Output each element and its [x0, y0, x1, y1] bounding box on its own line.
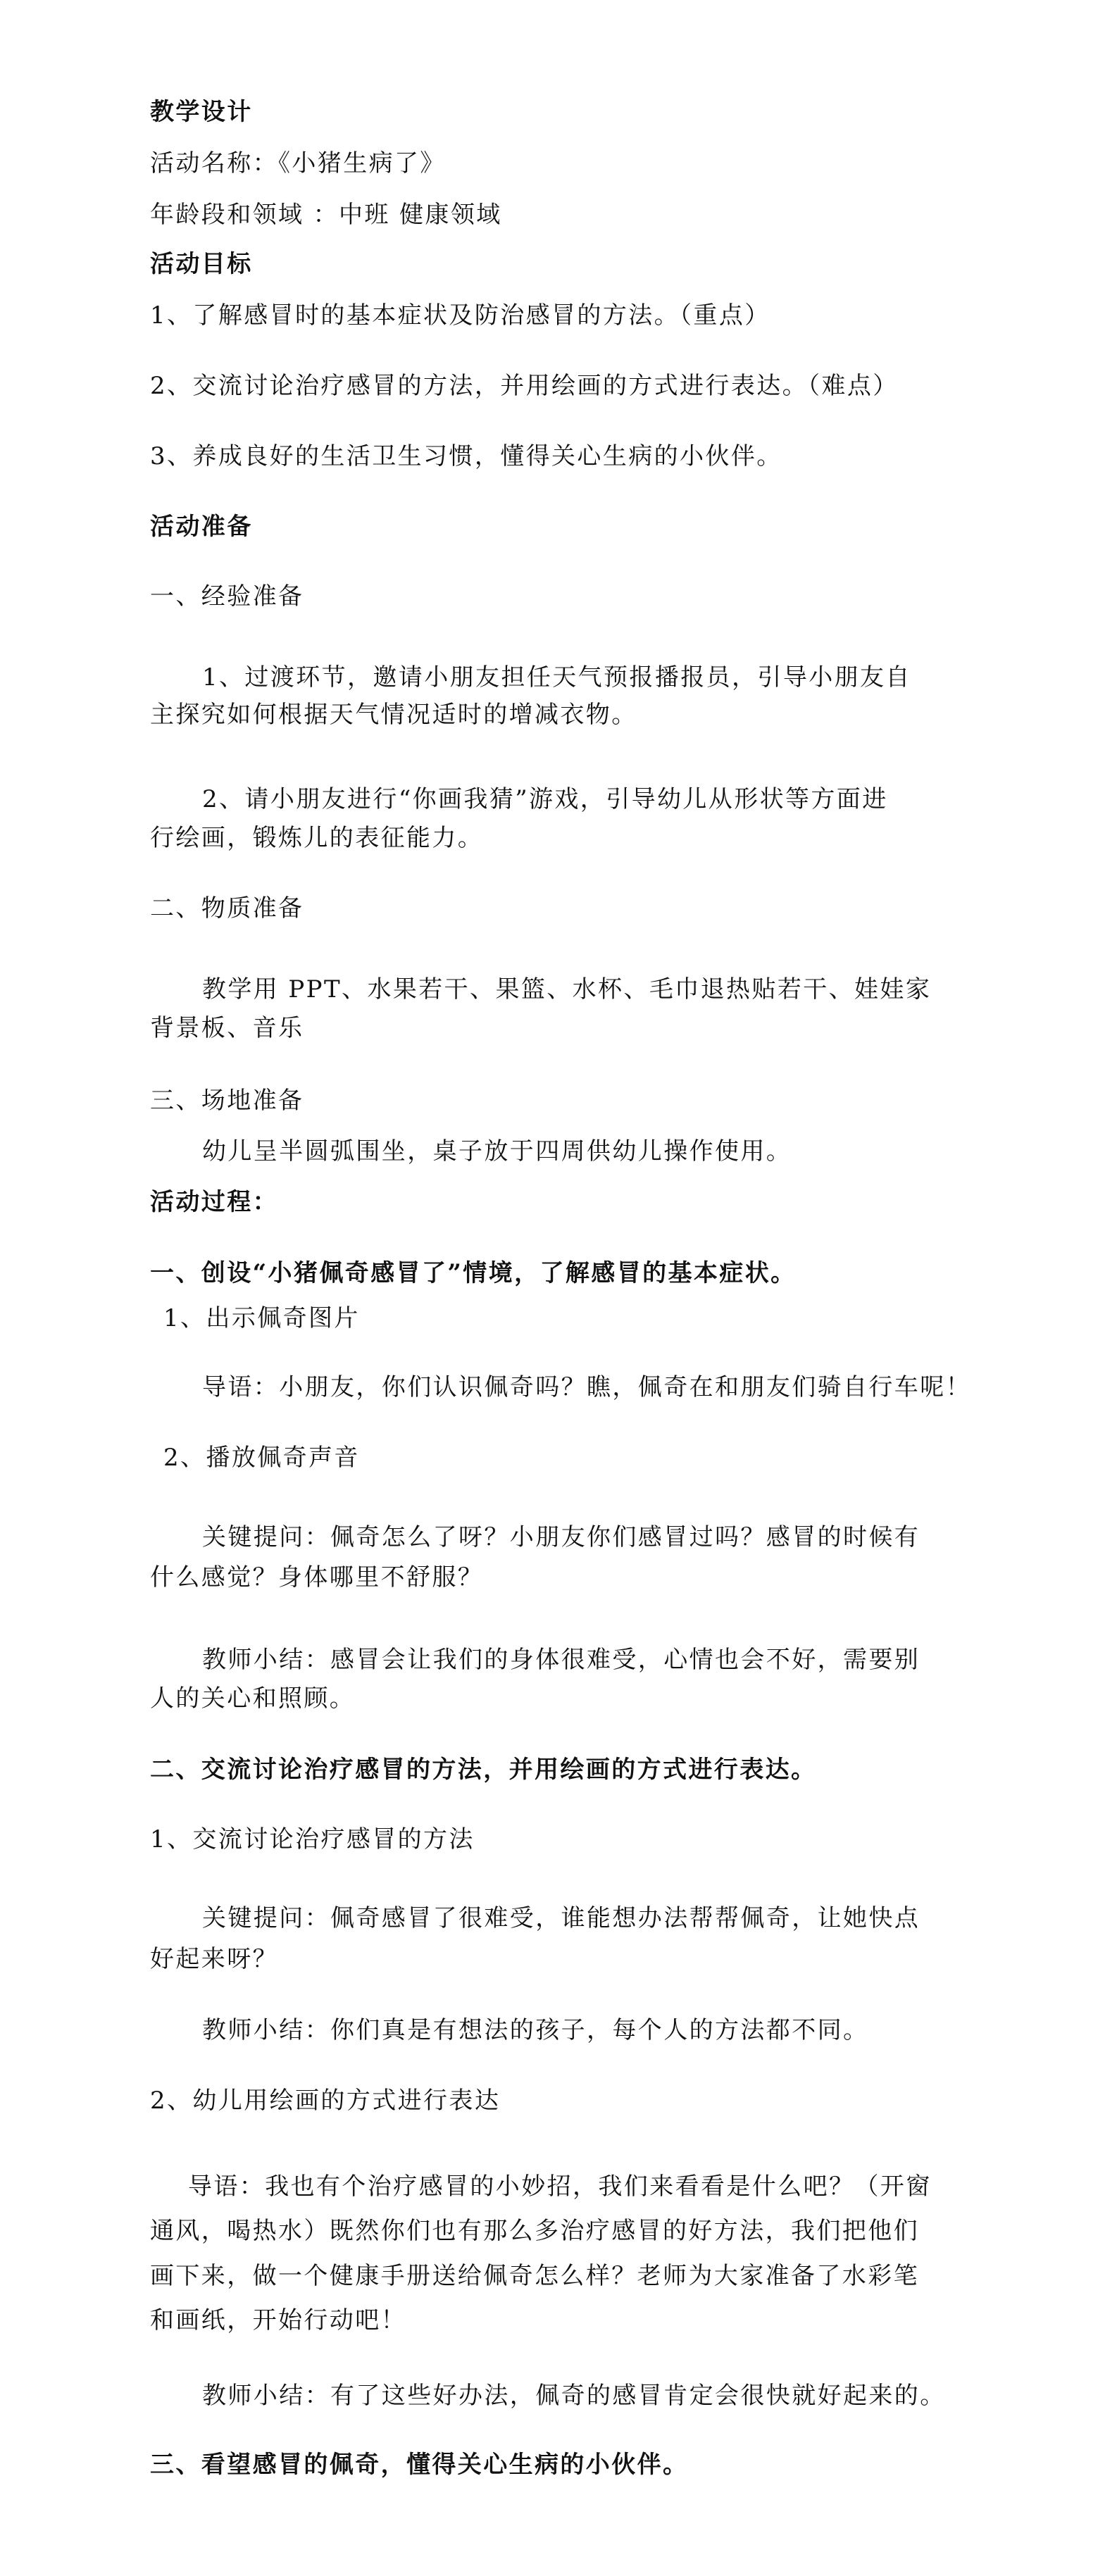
- venue-heading: 三、场地准备: [150, 1087, 304, 1115]
- document-title: 教学设计: [150, 98, 253, 126]
- part2-step2-summary: 教师小结：有了这些好办法，佩奇的感冒肯定会很快就好起来的。: [202, 2382, 946, 2410]
- part3-heading: 三、看望感冒的佩奇，懂得关心生病的小伙伴。: [150, 2451, 689, 2479]
- part1-summary-line: 教师小结：感冒会让我们的身体很难受，心情也会不好，需要别: [202, 1646, 921, 1674]
- part1-heading: 一、创设“小猪佩奇感冒了”情境，了解感冒的基本症状。: [150, 1259, 797, 1287]
- experience-heading: 一、经验准备: [150, 582, 304, 611]
- process-heading: 活动过程：: [150, 1188, 278, 1216]
- part1-step1-lead: 导语：小朋友，你们认识佩奇吗？瞧，佩奇在和朋友们骑自行车呢！: [202, 1373, 971, 1401]
- experience-item-line: 1、过渡环节，邀请小朋友担任天气预报播报员，引导小朋友自: [202, 663, 911, 692]
- part2-step1-summary: 教师小结：你们真是有想法的孩子，每个人的方法都不同。: [202, 2016, 869, 2044]
- activity-name: 活动名称：《小猪生病了》: [150, 149, 446, 177]
- part1-summary-line: 人的关心和照顾。: [150, 1684, 356, 1713]
- goal-item: 1、了解感冒时的基本症状及防治感冒的方法。（重点）: [150, 301, 770, 330]
- part1-step1: 1、出示佩奇图片: [163, 1304, 360, 1332]
- experience-item-line: 主探究如何根据天气情况适时的增减衣物。: [150, 701, 637, 729]
- goal-item: 2、交流讨论治疗感冒的方法，并用绘画的方式进行表达。（难点）: [150, 372, 899, 400]
- part2-heading: 二、交流讨论治疗感冒的方法，并用绘画的方式进行表达。: [150, 1756, 817, 1784]
- part2-step2: 2、幼儿用绘画的方式进行表达: [150, 2087, 501, 2115]
- experience-item-line: 行绘画，锻炼儿的表征能力。: [150, 824, 484, 852]
- part2-lead-line: 和画纸，开始行动吧！: [150, 2306, 406, 2334]
- part1-step2: 2、播放佩奇声音: [163, 1444, 360, 1472]
- experience-item-line: 2、请小朋友进行“你画我猜”游戏，引导幼儿从形状等方面进: [202, 785, 888, 813]
- part2-lead-line: 画下来，做一个健康手册送给佩奇怎么样？老师为大家准备了水彩笔: [150, 2262, 919, 2290]
- venue-text: 幼儿呈半圆弧围坐，桌子放于四周供幼儿操作使用。: [202, 1137, 792, 1165]
- goal-item: 3、养成良好的生活卫生习惯，懂得关心生病的小伙伴。: [150, 442, 782, 470]
- age-and-domain: 年龄段和领域 ：中班 健康领域: [150, 201, 502, 229]
- materials-line: 教学用 PPT、水果若干、果篮、水杯、毛巾退热贴若干、娃娃家: [202, 975, 932, 1003]
- part2-lead-line: 导语：我也有个治疗感冒的小妙招，我们来看看是什么吧？（开窗: [188, 2172, 932, 2201]
- materials-line: 背景板、音乐: [150, 1014, 304, 1042]
- materials-heading: 二、物质准备: [150, 894, 304, 923]
- part2-question-line: 关键提问：佩奇感冒了很难受，谁能想办法帮帮佩奇，让她快点: [202, 1904, 921, 1932]
- part2-step1: 1、交流讨论治疗感冒的方法: [150, 1825, 475, 1853]
- goals-heading: 活动目标: [150, 250, 253, 278]
- part1-question-line: 什么感觉？身体哪里不舒服？: [150, 1563, 484, 1592]
- part1-question-line: 关键提问：佩奇怎么了呀？小朋友你们感冒过吗？感冒的时候有: [202, 1523, 921, 1551]
- preparation-heading: 活动准备: [150, 513, 253, 541]
- part2-question-line: 好起来呀？: [150, 1945, 278, 1973]
- part2-lead-line: 通风，喝热水）既然你们也有那么多治疗感冒的好方法，我们把他们: [150, 2217, 919, 2245]
